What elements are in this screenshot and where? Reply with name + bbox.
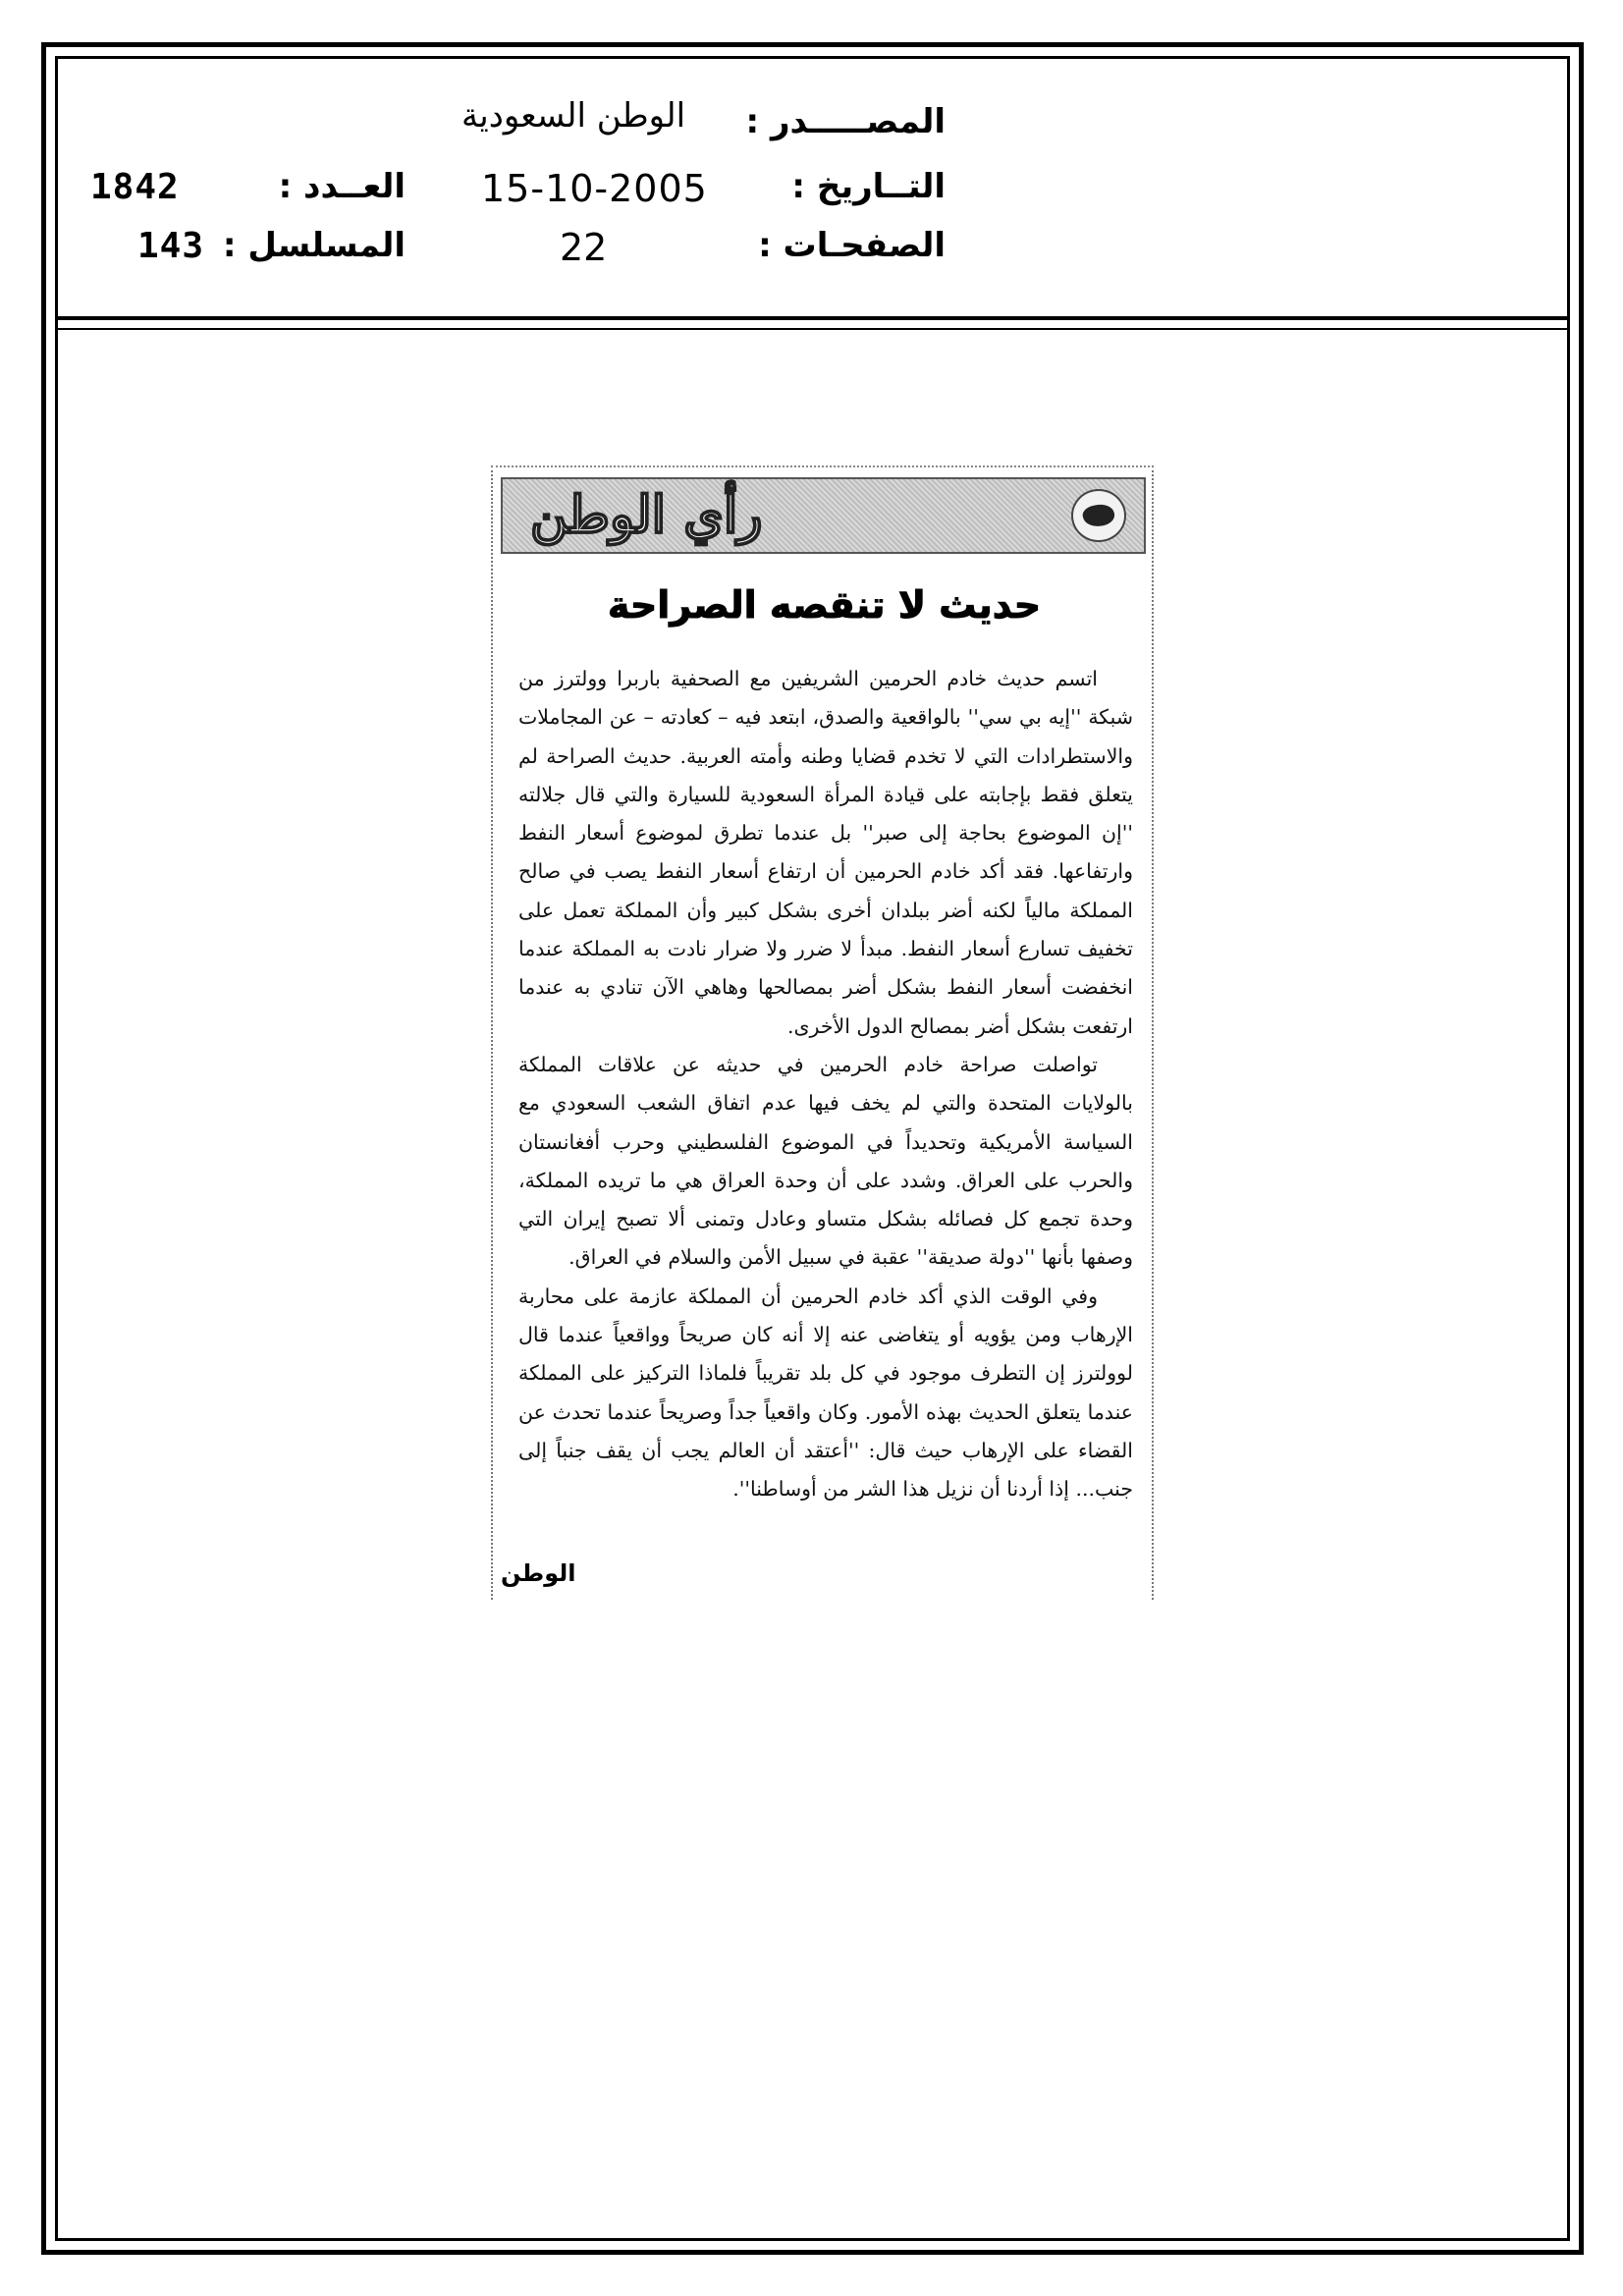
saudi-map-emblem-icon (1071, 489, 1126, 542)
section-banner (501, 477, 1146, 554)
issue-value: 1842 (90, 167, 180, 207)
article-paragraph: تواصلت صراحة خادم الحرمين في حديثه عن علاقات المملكة بالولايات المتحدة والتي لم يخف فيها عدم اتفاق الشعب السعودي مع السياسة الأمريكية وتحديداً في الموضوع الفلسطيني وحرب أفغانستان والحرب على العراق. وشدد على أن وحدة العراق هي ما تريده المملكة، وحدة تجمع كل فصائله بشكل متساو وعادل وتمنى ألا تصبح إيران التي وصفها بأنها ''دولة صديقة'' عقبة في سبيل الأمن والسلام في العراق. (518, 1052, 1133, 1270)
article-paragraph: وفي الوقت الذي أكد خادم الحرمين أن المملكة عازمة على محاربة الإرهاب ومن يؤويه أو يتغاضى عنه إلا أنه كان صريحاً وواقعياً عندما قال لوولترز إن التطرف موجود في كل بلد تقريباً فلماذا التركيز على المملكة عندما يتعلق الحديث بهذه الأمور. وكان واقعياً جداً وصريحاً عندما تحدث عن القضاء على الإرهاب حيث قال: ''أعتقد أن العالم يجب أن يقف جنباً إلى جنب... إذا أردنا أن نزيل هذا الشر من أوساطنا''. (518, 1284, 1133, 1502)
date-label: التــاريخ : (791, 167, 946, 206)
pages-value: 22 (560, 226, 608, 269)
issue-label: العــدد : (278, 167, 406, 206)
article-signature: الوطن (501, 1559, 576, 1587)
banner-title: رأي الوطن (530, 485, 763, 545)
header-divider (55, 316, 1570, 320)
newspaper-clipping (491, 465, 1154, 1600)
article-body (518, 660, 1133, 1509)
header-divider-thin (55, 328, 1570, 330)
date-value: 15-10-2005 (481, 167, 708, 210)
source-value: الوطن السعودية (461, 96, 686, 136)
article-paragraph: اتسم حديث خادم الحرمين الشريفين مع الصحفية باربرا وولترز من شبكة ''إيه بي سي'' بالواقعية والصدق، ابتعد فيه – كعادته – عن المجاملات والاستطرادات التي لا تخدم قضايا وطنه وأمته العربية. حديث الصراحة لم يتعلق فقط بإجابته على قيادة المرأة السعودية للسيارة والتي قال جلالته ''إن الموضوع بحاجة إلى صبر'' بل عندما تطرق لموضوع أسعار النفط وارتفاعها. فقد أكد خادم الحرمين أن ارتفاع أسعار النفط يصب في صالح المملكة مالياً لكنه أضر ببلدان أخرى بشكل كبير وأن المملكة تعمل على تخفيف تسارع أسعار النفط. مبدأ لا ضرر ولا ضرار نادت به المملكة عندما انخفضت أسعار النفط بشكل أضر بمصالحها وهاهي الآن تنادي به عندما ارتفعت بشكل أضر بمصالح الدول الأخرى. (518, 667, 1133, 1038)
serial-label: المسلسل : (222, 226, 406, 265)
serial-value: 143 (137, 226, 205, 266)
article-headline: حديث لا تنقصه الصراحة (607, 583, 1042, 627)
source-label: المصـــــدر : (745, 102, 946, 141)
pages-label: الصفحـات : (758, 226, 946, 265)
